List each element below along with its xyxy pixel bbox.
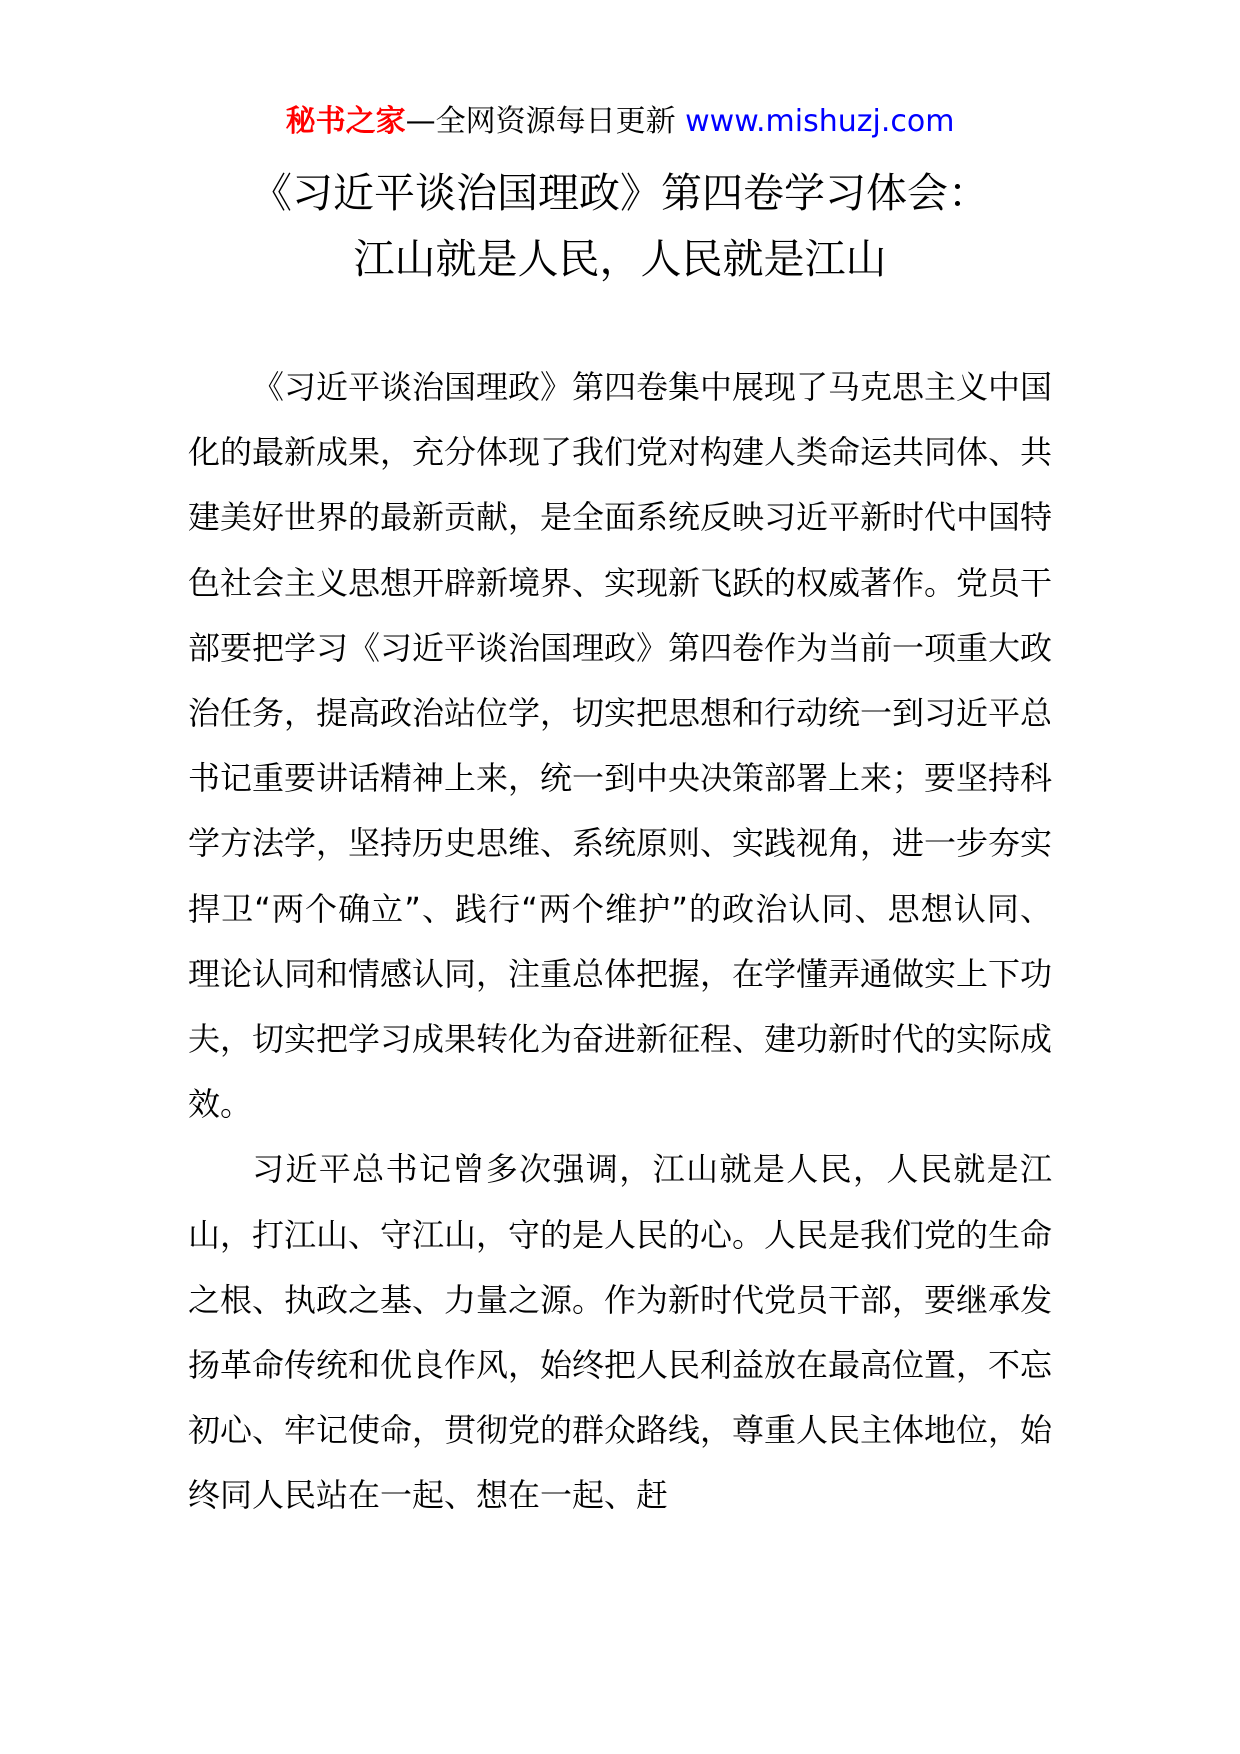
site-url-link[interactable]: www.mishuzj.com [685,104,955,139]
title-line-1: 《习近平谈治国理政》第四卷学习体会： [251,169,989,217]
header-slogan: —全网资源每日更新 [405,104,686,139]
document-title [140,160,1100,292]
brand-name: 秘书之家 [285,104,406,139]
paragraph-1: 《习近平谈治国理政》第四卷集中展现了马克思主义中国化的最新成果，充分体现了我们党对构建人类命运共同体、共建美好世界的最新贡献，是全面系统反映习近平新时代中国特色社会主义思想开辟新境界、实现新飞跃的权威著作。党员干部要把学习《习近平谈治国理政》第四卷作为当前一项重大政治任务，提高政治站位学，切实把思想和行动统一到习近平总书记重要讲话精神上来，统一到中央决策部署上来；要坚持科学方法学，坚持历史思维、系统原则、实践视角，进一步夯实捍卫“两个确立”、践行“两个维护”的政治认同、思想认同、理论认同和情感认同，注重总体把握，在学懂弄通做实上下功夫，切实把学习成果转化为奋进新征程、建功新时代的实际成效。 [188,368,1053,1124]
document-body [188,355,1052,1529]
paragraph-2: 习近平总书记曾多次强调，江山就是人民，人民就是江山，打江山、守江山，守的是人民的心。人民是我们党的生命之根、执政之基、力量之源。作为新时代党员干部，要继承发扬革命传统和优良作风，始终把人民利益放在最高位置，不忘初心、牢记使命，贯彻党的群众路线，尊重人民主体地位，始终同人民站在一起、想在一起、赶 [188,1150,1053,1515]
title-line-2: 江山就是人民，人民就是江山 [353,235,887,283]
site-header [0,100,1240,144]
